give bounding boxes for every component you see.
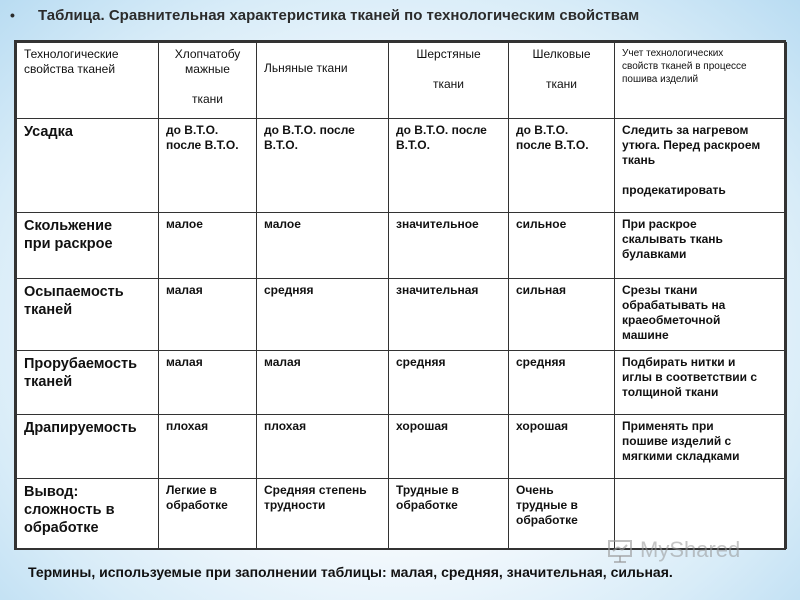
- table-cell: до В.Т.О. после В.Т.О.: [257, 119, 389, 213]
- table-row: [17, 213, 787, 279]
- header-cell: Шелковые ткани: [509, 43, 615, 119]
- table-cell: малое: [159, 213, 257, 279]
- comparison-table: [16, 42, 787, 549]
- header-cell: Шерстяные ткани: [389, 43, 509, 119]
- slide-title: Таблица. Сравнительная характеристика тканей по технологическим свойствам: [38, 6, 640, 24]
- table-row: [17, 119, 787, 213]
- table-cell: Легкие в обработке: [159, 479, 257, 549]
- table-cell: Трудные в обработке: [389, 479, 509, 549]
- header-cell: Хлопчатобу мажные ткани: [159, 43, 257, 119]
- table-cell: средняя: [509, 351, 615, 415]
- table-cell: малое: [257, 213, 389, 279]
- slide-title-row: [10, 4, 790, 26]
- table-cell: Очень трудные в обработке: [509, 479, 615, 549]
- table-cell: хорошая: [389, 415, 509, 479]
- table-cell: Применять при пошиве изделий с мягкими складками: [615, 415, 787, 479]
- table-cell: малая: [159, 351, 257, 415]
- comparison-table-frame: [14, 40, 786, 550]
- table-row: [17, 351, 787, 415]
- table-cell: значительная: [389, 279, 509, 351]
- table-row: [17, 279, 787, 351]
- property-cell: Вывод: сложность в обработке: [17, 479, 159, 549]
- table-cell: Следить за нагревом утюга. Перед раскроем ткань продекатировать: [615, 119, 787, 213]
- property-cell: Драпируемость: [17, 415, 159, 479]
- table-cell: средняя: [257, 279, 389, 351]
- footer-note: Термины, используемые при заполнении таблицы: малая, средняя, значительная, сильная.: [28, 564, 673, 580]
- header-cell: Технологические свойства тканей: [17, 43, 159, 119]
- table-cell: сильное: [509, 213, 615, 279]
- table-cell: При раскрое скалывать ткань булавками: [615, 213, 787, 279]
- header-row: [17, 43, 787, 119]
- header-cell: Льняные ткани: [257, 43, 389, 119]
- table-cell: до В.Т.О. после В.Т.О.: [389, 119, 509, 213]
- table-cell: плохая: [257, 415, 389, 479]
- property-cell: Осыпаемость тканей: [17, 279, 159, 351]
- property-cell: Усадка: [17, 119, 159, 213]
- table-cell: до В.Т.О. после В.Т.О.: [159, 119, 257, 213]
- property-cell: Прорубаемость тканей: [17, 351, 159, 415]
- table-cell: хорошая: [509, 415, 615, 479]
- table-cell: значительное: [389, 213, 509, 279]
- presentation-icon: [606, 536, 634, 564]
- table-cell: Срезы ткани обрабатывать на краеобметочной машине: [615, 279, 787, 351]
- table-cell: малая: [257, 351, 389, 415]
- table-cell: Средняя степень трудности: [257, 479, 389, 549]
- watermark-text: MyShared: [640, 537, 741, 562]
- table-cell: сильная: [509, 279, 615, 351]
- table-cell: малая: [159, 279, 257, 351]
- bullet: •: [10, 7, 15, 23]
- watermark: [606, 536, 740, 564]
- table-row: [17, 415, 787, 479]
- table-cell: средняя: [389, 351, 509, 415]
- table-cell: до В.Т.О. после В.Т.О.: [509, 119, 615, 213]
- property-cell: Скольжение при раскрое: [17, 213, 159, 279]
- header-cell: Учет технологических свойств тканей в процессе пошива изделий: [615, 43, 787, 119]
- table-cell: Подбирать нитки и иглы в соответствии с толщиной ткани: [615, 351, 787, 415]
- table-cell: плохая: [159, 415, 257, 479]
